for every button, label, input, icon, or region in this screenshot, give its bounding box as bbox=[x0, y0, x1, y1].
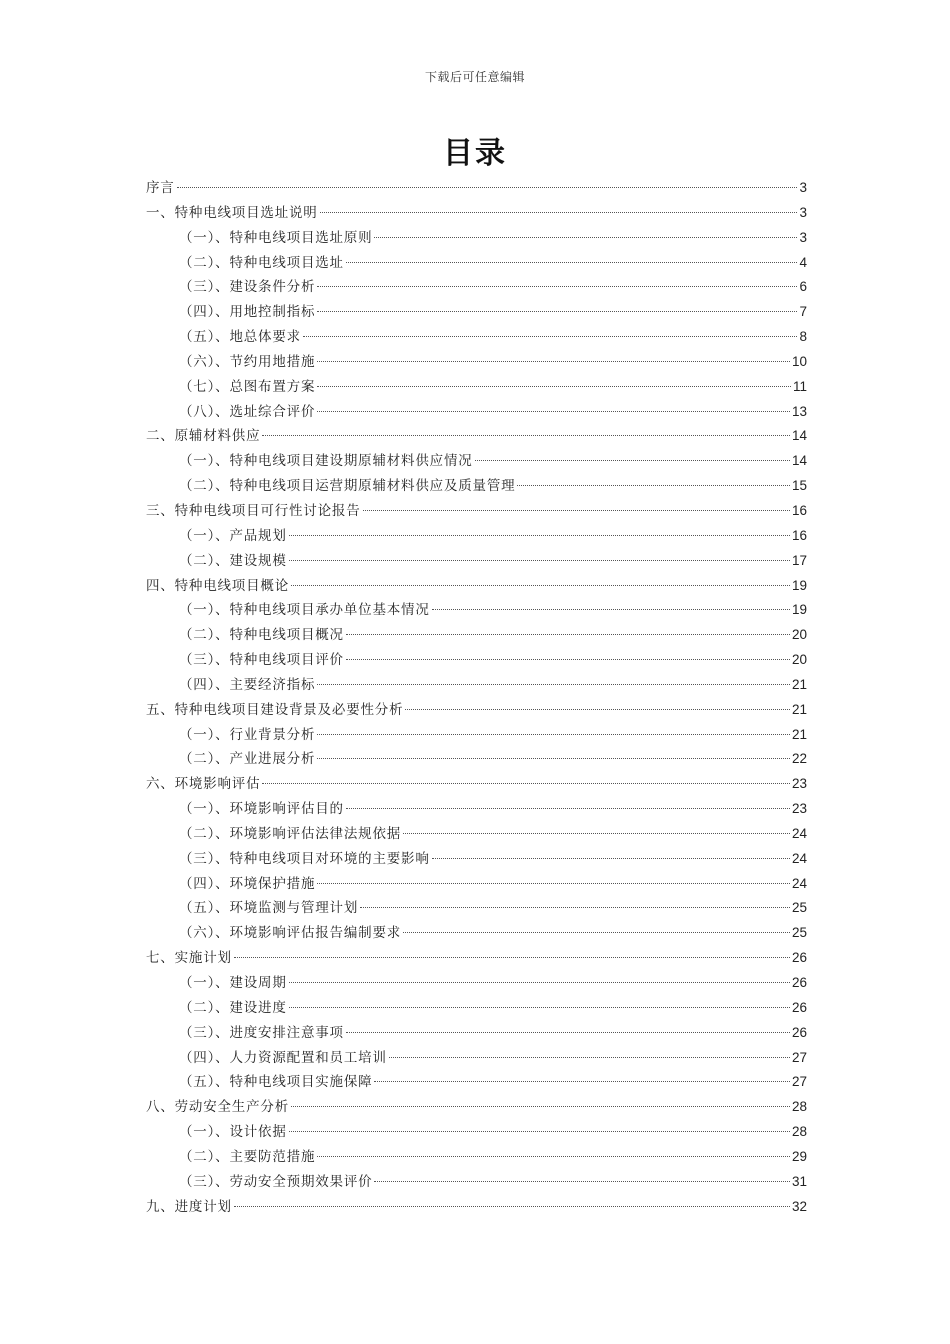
toc-entry[interactable] bbox=[146, 325, 807, 350]
toc-entry[interactable] bbox=[146, 623, 807, 648]
toc-entry-label: （三）、特种电线项目对环境的主要影响 bbox=[179, 850, 430, 867]
toc-entry-label: 一、特种电线项目选址说明 bbox=[146, 204, 318, 221]
toc-entry-page: 22 bbox=[791, 751, 807, 767]
toc-entry-page: 23 bbox=[791, 776, 807, 792]
toc-entry-label: （一）、特种电线项目承办单位基本情况 bbox=[179, 602, 430, 619]
toc-entry-page: 21 bbox=[791, 726, 807, 742]
dot-leader bbox=[320, 212, 798, 213]
toc-entry[interactable] bbox=[146, 971, 807, 996]
toc-entry-label: （三）、建设条件分析 bbox=[179, 279, 316, 296]
toc-entry-label: （一）、环境影响评估目的 bbox=[179, 801, 344, 818]
toc-entry-page: 28 bbox=[791, 1099, 807, 1115]
toc-entry[interactable] bbox=[146, 499, 807, 524]
header-note: 下载后可任意编辑 bbox=[424, 70, 525, 84]
toc-entry-page: 19 bbox=[791, 602, 807, 618]
toc-entry-label: （二）、建设进度 bbox=[179, 999, 287, 1016]
dot-leader bbox=[317, 411, 790, 412]
toc-entry-page: 11 bbox=[792, 378, 807, 394]
toc-entry-page: 23 bbox=[791, 801, 807, 817]
toc-entry-label: （六）、环境影响评估报告编制要求 bbox=[179, 925, 402, 942]
toc-entry[interactable] bbox=[146, 474, 807, 499]
dot-leader bbox=[317, 758, 790, 759]
dot-leader bbox=[432, 858, 790, 859]
toc-entry[interactable] bbox=[146, 1046, 807, 1071]
toc-entry-label: 六、环境影响评估 bbox=[146, 776, 261, 793]
toc-entry-label: （五）、特种电线项目实施保障 bbox=[179, 1074, 373, 1091]
dot-leader bbox=[234, 1206, 790, 1207]
toc-entry[interactable] bbox=[146, 822, 807, 847]
table-of-contents bbox=[146, 176, 807, 1219]
dot-leader bbox=[317, 1156, 790, 1157]
toc-entry-label: （一）、特种电线项目建设期原辅材料供应情况 bbox=[179, 453, 473, 470]
toc-entry-page: 26 bbox=[791, 1024, 807, 1040]
dot-leader bbox=[317, 311, 797, 312]
toc-entry-page: 27 bbox=[791, 1049, 807, 1065]
toc-entry-page: 20 bbox=[791, 627, 807, 643]
toc-entry-page: 21 bbox=[791, 701, 807, 717]
toc-entry[interactable] bbox=[146, 946, 807, 971]
dot-leader bbox=[346, 1032, 790, 1033]
toc-entry-label: （一）、设计依据 bbox=[179, 1124, 287, 1141]
toc-entry[interactable] bbox=[146, 1095, 807, 1120]
toc-entry-page: 26 bbox=[791, 999, 807, 1015]
toc-entry[interactable] bbox=[146, 350, 807, 375]
dot-leader bbox=[177, 187, 798, 188]
toc-entry[interactable] bbox=[146, 524, 807, 549]
toc-entry-page: 26 bbox=[791, 950, 807, 966]
toc-entry[interactable] bbox=[146, 424, 807, 449]
toc-entry[interactable] bbox=[146, 872, 807, 897]
toc-entry-page: 24 bbox=[791, 850, 807, 866]
dot-leader bbox=[291, 1106, 790, 1107]
toc-entry-label: 八、劳动安全生产分析 bbox=[146, 1099, 289, 1116]
dot-leader bbox=[374, 1081, 790, 1082]
dot-leader bbox=[374, 237, 797, 238]
toc-entry-label: （六）、节约用地措施 bbox=[179, 353, 316, 370]
dot-leader bbox=[289, 1007, 790, 1008]
toc-entry-label: （七）、总图布置方案 bbox=[179, 378, 316, 395]
toc-entry[interactable] bbox=[146, 1070, 807, 1095]
toc-entry[interactable] bbox=[146, 996, 807, 1021]
toc-entry[interactable] bbox=[146, 1195, 807, 1220]
toc-entry-page: 24 bbox=[791, 875, 807, 891]
toc-entry[interactable] bbox=[146, 673, 807, 698]
toc-entry[interactable] bbox=[146, 1145, 807, 1170]
toc-entry-label: （一）、产品规划 bbox=[179, 527, 287, 544]
toc-entry-page: 16 bbox=[791, 527, 807, 543]
dot-leader bbox=[432, 609, 790, 610]
toc-entry-page: 21 bbox=[791, 676, 807, 692]
toc-entry-page: 20 bbox=[791, 652, 807, 668]
toc-entry-label: （三）、特种电线项目评价 bbox=[179, 652, 344, 669]
toc-entry[interactable] bbox=[146, 300, 807, 325]
toc-entry-page: 27 bbox=[791, 1074, 807, 1090]
toc-entry-page: 3 bbox=[799, 180, 807, 195]
toc-entry-page: 14 bbox=[791, 428, 807, 444]
toc-entry-label: （四）、环境保护措施 bbox=[179, 875, 316, 892]
toc-entry[interactable] bbox=[146, 1170, 807, 1195]
toc-entry-page: 32 bbox=[791, 1198, 807, 1214]
toc-entry-page: 8 bbox=[799, 329, 807, 345]
dot-leader bbox=[317, 684, 790, 685]
toc-entry-page: 6 bbox=[799, 279, 807, 295]
dot-leader bbox=[405, 709, 790, 710]
toc-entry[interactable] bbox=[146, 226, 807, 251]
toc-entry-page: 17 bbox=[791, 552, 807, 568]
toc-entry-page: 19 bbox=[791, 577, 807, 593]
toc-entry[interactable] bbox=[146, 1120, 807, 1145]
toc-entry-label: 二、原辅材料供应 bbox=[146, 428, 261, 445]
toc-entry-page: 25 bbox=[791, 900, 807, 916]
dot-leader bbox=[262, 783, 790, 784]
toc-entry-page: 14 bbox=[791, 453, 807, 469]
dot-leader bbox=[374, 1181, 790, 1182]
toc-entry-page: 3 bbox=[799, 204, 807, 220]
toc-entry-label: （二）、特种电线项目运营期原辅材料供应及质量管理 bbox=[179, 478, 516, 495]
toc-entry-label: 四、特种电线项目概论 bbox=[146, 577, 289, 594]
toc-entry-label: 九、进度计划 bbox=[146, 1198, 232, 1215]
toc-entry-label: （一）、行业背景分析 bbox=[179, 726, 316, 743]
dot-leader bbox=[363, 510, 790, 511]
toc-entry-label: （四）、用地控制指标 bbox=[179, 304, 316, 321]
toc-entry-page: 7 bbox=[799, 304, 807, 320]
dot-leader bbox=[262, 435, 790, 436]
toc-entry-label: （一）、特种电线项目选址原则 bbox=[179, 229, 373, 246]
dot-leader bbox=[475, 460, 790, 461]
toc-entry-page: 16 bbox=[791, 502, 807, 518]
toc-entry-label: （五）、地总体要求 bbox=[179, 329, 301, 346]
toc-entry[interactable] bbox=[146, 449, 807, 474]
toc-entry[interactable] bbox=[146, 375, 807, 400]
toc-entry[interactable] bbox=[146, 176, 807, 201]
toc-entry-label: 序言 bbox=[146, 180, 175, 196]
toc-entry[interactable] bbox=[146, 275, 807, 300]
toc-entry-label: （二）、特种电线项目概况 bbox=[179, 627, 344, 644]
toc-entry[interactable] bbox=[146, 549, 807, 574]
toc-entry-page: 29 bbox=[791, 1148, 807, 1164]
toc-entry-page: 31 bbox=[791, 1173, 807, 1189]
toc-title: 目录 bbox=[443, 136, 507, 171]
toc-entry-label: （二）、主要防范措施 bbox=[179, 1148, 316, 1165]
toc-entry-page: 10 bbox=[791, 353, 807, 369]
toc-entry-label: 五、特种电线项目建设背景及必要性分析 bbox=[146, 701, 404, 718]
dot-leader bbox=[317, 734, 790, 735]
dot-leader bbox=[289, 982, 790, 983]
dot-leader bbox=[346, 634, 790, 635]
toc-entry-label: （一）、建设周期 bbox=[179, 975, 287, 991]
dot-leader bbox=[317, 286, 797, 287]
toc-entry[interactable] bbox=[146, 797, 807, 822]
toc-entry[interactable] bbox=[146, 723, 807, 748]
dot-leader bbox=[317, 883, 790, 884]
toc-entry[interactable] bbox=[146, 400, 807, 425]
toc-entry[interactable] bbox=[146, 251, 807, 276]
toc-entry-page: 3 bbox=[799, 229, 807, 245]
dot-leader bbox=[389, 1057, 790, 1058]
dot-leader bbox=[346, 659, 790, 660]
toc-entry-label: （四）、主要经济指标 bbox=[179, 676, 316, 693]
dot-leader bbox=[403, 833, 790, 834]
toc-entry-label: （五）、环境监测与管理计划 bbox=[179, 900, 359, 917]
toc-entry[interactable] bbox=[146, 201, 807, 226]
toc-entry[interactable] bbox=[146, 574, 807, 599]
toc-entry-label: （二）、环境影响评估法律法规依据 bbox=[179, 825, 402, 842]
toc-entry-page: 15 bbox=[791, 478, 807, 494]
dot-leader bbox=[346, 808, 790, 809]
toc-entry-label: （二）、产业进展分析 bbox=[179, 751, 316, 768]
dot-leader bbox=[289, 560, 790, 561]
toc-entry-label: （四）、人力资源配置和员工培训 bbox=[179, 1049, 387, 1066]
toc-entry-label: （三）、劳动安全预期效果评价 bbox=[179, 1173, 373, 1190]
toc-entry[interactable] bbox=[146, 598, 807, 623]
dot-leader bbox=[317, 386, 791, 387]
toc-entry-label: （三）、进度安排注意事项 bbox=[179, 1024, 344, 1041]
toc-entry[interactable] bbox=[146, 896, 807, 921]
toc-entry-page: 25 bbox=[791, 925, 807, 941]
dot-leader bbox=[289, 535, 790, 536]
toc-entry[interactable] bbox=[146, 648, 807, 673]
dot-leader bbox=[303, 336, 798, 337]
dot-leader bbox=[317, 361, 790, 362]
dot-leader bbox=[360, 907, 790, 908]
toc-entry[interactable] bbox=[146, 772, 807, 797]
dot-leader bbox=[517, 485, 790, 486]
toc-entry[interactable] bbox=[146, 698, 807, 723]
toc-entry-label: （二）、建设规模 bbox=[179, 552, 287, 569]
toc-entry-label: （八）、选址综合评价 bbox=[179, 403, 316, 420]
toc-entry-label: （二）、特种电线项目选址 bbox=[179, 254, 344, 271]
toc-entry-label: 三、特种电线项目可行性讨论报告 bbox=[146, 502, 361, 519]
toc-entry-page: 28 bbox=[791, 1124, 807, 1140]
dot-leader bbox=[234, 957, 790, 958]
dot-leader bbox=[346, 262, 798, 263]
toc-entry-page: 4 bbox=[799, 254, 807, 270]
toc-entry-page: 13 bbox=[791, 403, 807, 419]
toc-entry-label: 七、实施计划 bbox=[146, 950, 232, 967]
dot-leader bbox=[291, 585, 790, 586]
toc-entry[interactable] bbox=[146, 747, 807, 772]
toc-entry-page: 24 bbox=[791, 825, 807, 841]
toc-entry-page: 26 bbox=[791, 975, 807, 990]
toc-entry[interactable] bbox=[146, 1021, 807, 1046]
dot-leader bbox=[289, 1131, 790, 1132]
toc-entry[interactable] bbox=[146, 847, 807, 872]
dot-leader bbox=[403, 932, 790, 933]
toc-entry[interactable] bbox=[146, 921, 807, 946]
